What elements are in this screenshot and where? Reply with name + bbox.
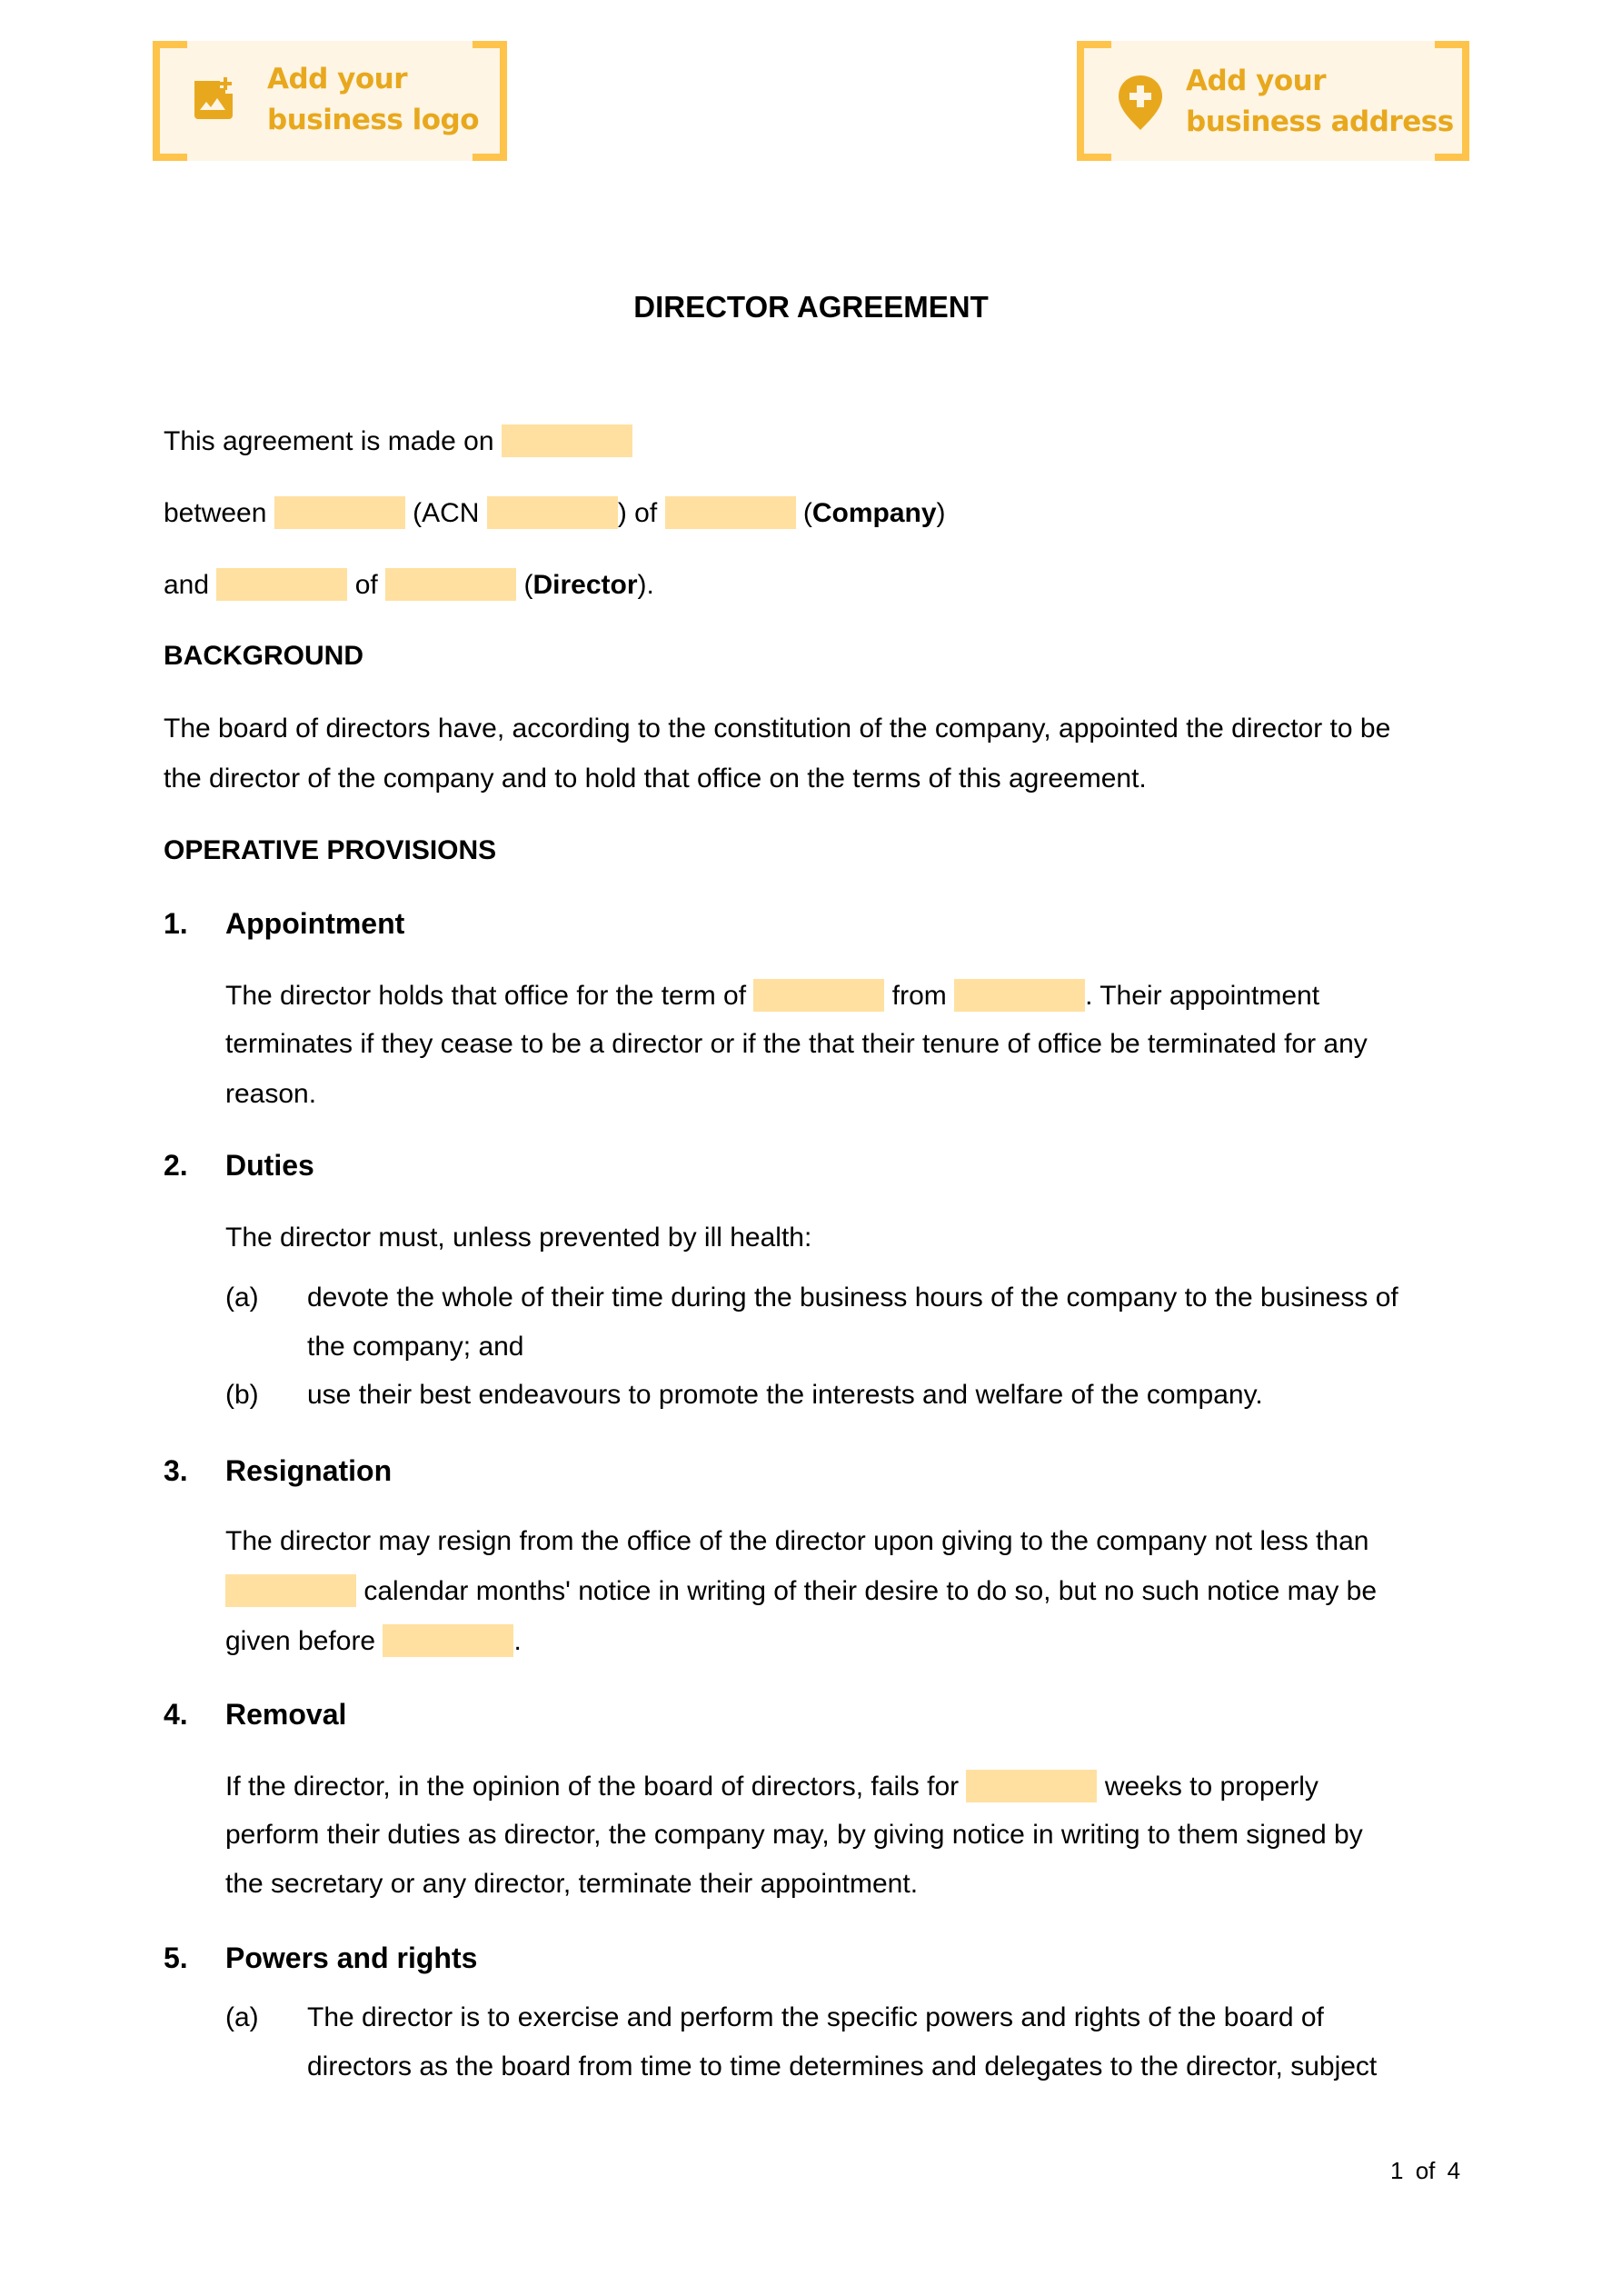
notice-months-field[interactable] <box>225 1574 356 1607</box>
operative-provisions-heading: OPERATIVE PROVISIONS <box>164 835 497 865</box>
section-title: Removal <box>225 1698 347 1731</box>
resignation-line: The director may resign from the office of the director upon giving to the company not less than <box>225 1526 1369 1556</box>
image-add-icon <box>191 77 236 123</box>
section-number: 5. <box>164 1942 188 1974</box>
and-text: and <box>164 570 210 600</box>
appointment-text: The director holds that office for the term of <box>225 981 747 1011</box>
duties-intro: The director must, unless prevented by ill health: <box>225 1223 812 1253</box>
and-line <box>164 568 654 602</box>
list-item-continuation: directors as the board from time to time determines and delegates to the director, subject <box>307 2051 1378 2081</box>
section-number: 1. <box>164 907 188 940</box>
add-logo-line1: Add your <box>267 63 408 95</box>
removal-line: the secretary or any director, terminate their appointment. <box>225 1869 919 1899</box>
section-title: Powers and rights <box>225 1942 478 1974</box>
background-text-line: The board of directors have, according to the constitution of the company, appointed the director to be <box>164 714 1391 744</box>
made-on-line <box>164 424 632 458</box>
bracket-left <box>1077 41 1084 161</box>
page-of: of <box>1415 2157 1436 2184</box>
add-logo-line2: business logo <box>267 104 480 136</box>
company-defined-term: (Company) <box>802 498 946 528</box>
page-current: 1 <box>1390 2157 1404 2184</box>
resignation-text: calendar months' notice in writing of their desire to do so, but no such notice may be <box>363 1576 1378 1606</box>
director-address-field[interactable] <box>385 568 516 601</box>
add-address-line1: Add your <box>1186 65 1327 97</box>
term-field[interactable] <box>753 979 884 1012</box>
add-business-address-button[interactable] <box>1077 41 1469 161</box>
from-text: from <box>891 981 947 1011</box>
bracket-corner <box>1077 154 1111 161</box>
between-text: between <box>164 498 267 528</box>
removal-line <box>225 1770 1318 1803</box>
resignation-text: given before <box>225 1626 376 1656</box>
list-label: (a) <box>225 1283 259 1313</box>
section-title: Appointment <box>225 907 405 940</box>
acn-field[interactable] <box>487 496 618 529</box>
background-text-line: the director of the company and to hold that office on the terms of this agreement. <box>164 764 1147 794</box>
appointment-line <box>225 979 1319 1013</box>
section-number: 4. <box>164 1698 188 1731</box>
add-address-label <box>1186 61 1454 143</box>
company-address-field[interactable] <box>665 496 796 529</box>
add-logo-label <box>267 59 479 141</box>
page-number <box>1390 2157 1460 2184</box>
resignation-line <box>225 1574 1377 1608</box>
removal-text: If the director, in the opinion of the board of directors, fails for <box>225 1772 960 1802</box>
bracket-corner <box>1435 154 1469 161</box>
of-text: ) of <box>617 498 658 528</box>
resignation-line <box>225 1624 522 1658</box>
list-label: (b) <box>225 1380 259 1410</box>
made-on-text: This agreement is made on <box>164 426 494 456</box>
period: . <box>513 1626 522 1656</box>
bracket-right <box>1462 41 1469 161</box>
section-title: Duties <box>225 1149 314 1182</box>
removal-text: weeks to properly <box>1104 1772 1318 1802</box>
of-text: of <box>354 570 378 600</box>
removal-line: perform their duties as director, the company may, by giving notice in writing to them signed by <box>225 1820 1363 1850</box>
section-number: 2. <box>164 1149 188 1182</box>
add-address-line2: business address <box>1186 105 1454 138</box>
bracket-corner <box>153 154 187 161</box>
notice-earliest-date-field[interactable] <box>383 1624 513 1657</box>
between-line <box>164 496 946 530</box>
acn-label: (ACN <box>413 498 480 528</box>
start-date-field[interactable] <box>954 979 1085 1012</box>
list-label: (a) <box>225 2002 259 2032</box>
agreement-date-field[interactable] <box>502 424 632 457</box>
director-name-field[interactable] <box>216 568 347 601</box>
director-defined-term: (Director). <box>523 570 654 600</box>
list-item-continuation: the company; and <box>307 1332 524 1362</box>
list-text: The director is to exercise and perform the specific powers and rights of the board of <box>307 2002 1324 2032</box>
appointment-line: reason. <box>225 1079 317 1109</box>
section-number: 3. <box>164 1454 188 1487</box>
company-name-field[interactable] <box>274 496 405 529</box>
list-text: use their best endeavours to promote the interests and welfare of the company. <box>307 1380 1263 1410</box>
document-title: DIRECTOR AGREEMENT <box>633 290 989 324</box>
list-text: devote the whole of their time during the business hours of the company to the business of <box>307 1283 1398 1313</box>
location-pin-plus-icon <box>1117 74 1164 132</box>
weeks-field[interactable] <box>966 1770 1097 1802</box>
page-total: 4 <box>1447 2157 1461 2184</box>
section-title: Resignation <box>225 1454 393 1487</box>
bracket-corner <box>473 154 507 161</box>
bracket-left <box>153 41 160 161</box>
background-heading: BACKGROUND <box>164 641 363 671</box>
add-business-logo-button[interactable] <box>153 41 507 161</box>
bracket-right <box>500 41 507 161</box>
appointment-line: terminates if they cease to be a director or if the that their tenure of office be terminated for any <box>225 1029 1368 1059</box>
appointment-text: . Their appointment <box>1085 981 1320 1011</box>
